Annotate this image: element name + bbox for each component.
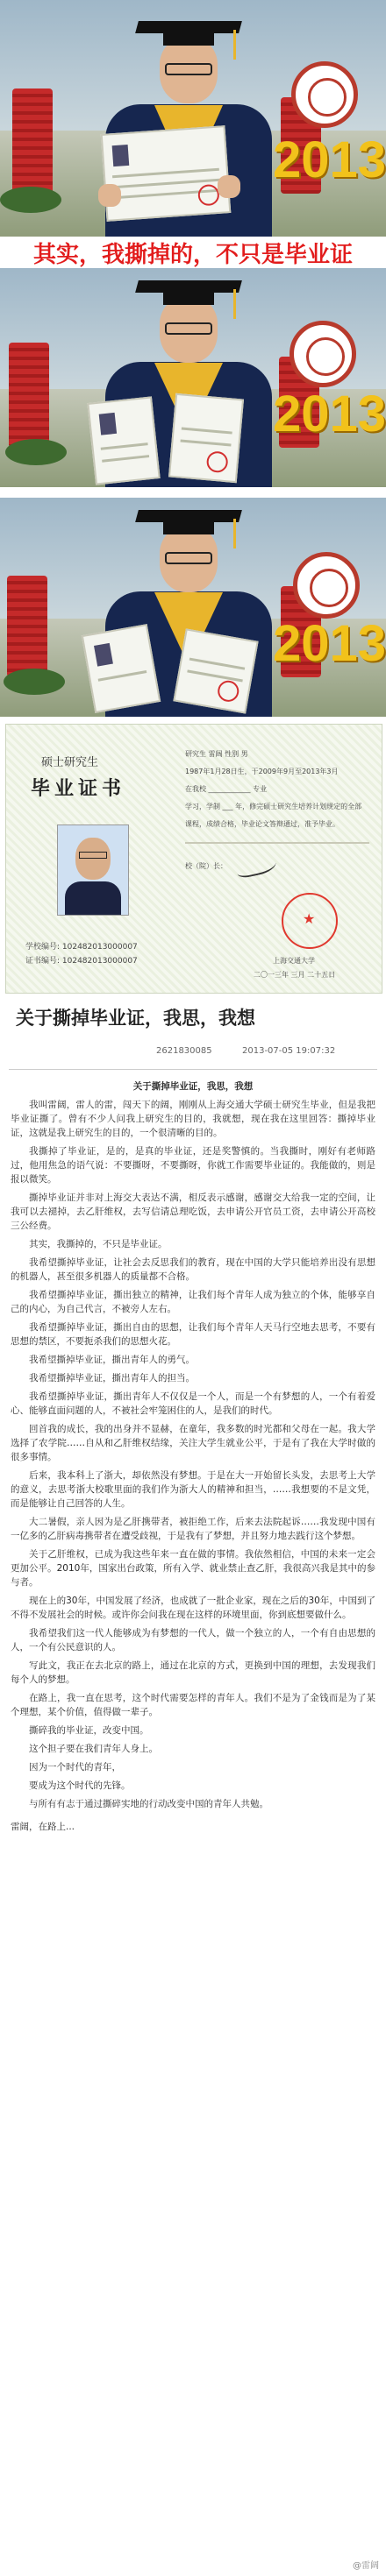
issue-date: 二〇一三年 三月 二十五日	[254, 971, 336, 979]
diploma-text-line: 学习，学制 ___ 年，修完硕士研究生培养计划规定的全部	[185, 803, 362, 810]
banner-2013: 2013	[272, 615, 386, 672]
paragraph: 我希望撕掉毕业证，撕出自由的思想，让我们每个青年人天马行空地去思考，不要有思想的禁区，不要扼杀我们的思想火花。	[11, 1322, 375, 1347]
paragraph: 这个担子要在我们青年人身上。	[29, 1744, 158, 1754]
paragraph: 我希望撕掉毕业证，撕出青年人的担当。	[29, 1373, 195, 1384]
university-seal	[290, 321, 356, 387]
mortarboard	[135, 510, 242, 522]
school-name: 上海交通大学	[273, 957, 315, 965]
graduate-photo	[57, 824, 129, 916]
diploma-half-right	[168, 393, 244, 483]
diploma-line	[182, 428, 232, 435]
paragraph: 大二暑假，亲人因为是乙肝携带者，被拒绝工作，后来去法院起诉……我发现中国有一亿多的乙肝病毒携带者在遭受歧视，于是我有了梦想，并且努力地去践行这个梦想。	[11, 1517, 375, 1541]
paragraph: 关于乙肝维权，已成为我这些年来一直在做的事情。我依然相信，中国的未来一定会更加公平。2010年，国家出台政策，所有入学、就业禁止查乙肝，我很高兴我是其中的参与者。	[11, 1549, 375, 1588]
degree-kind: 硕士研究生	[41, 756, 99, 769]
red-caption: 其实，我撕掉的，不只是毕业证	[32, 242, 353, 268]
diploma-right-panel	[185, 742, 369, 979]
diploma-text-line: 研究生 雷阔 性别 男	[185, 750, 248, 758]
red-pillar	[12, 88, 53, 194]
paragraph: 我希望撕掉毕业证，撕出青年人不仅仅是一个人，而是一个有梦想的人，一个有着爱心、能够直面问题的人，不被社会牢笼困住的人，是我们的时代。	[11, 1391, 375, 1416]
face	[75, 838, 111, 880]
paragraph: 在路上，我一直在思考，这个时代需要怎样的青年人。我们不是为了金钱而是为了某个理想，某个价值，值得做一辈子。	[11, 1693, 375, 1717]
paragraph: 现在上的30年，中国发展了经济，也成就了一批企业家，现在之后的30年，中国到了不得不发展社会的时候。或许你会问我在现在这样的环境里面，你到底想要做什么。	[11, 1596, 375, 1620]
diploma-line	[112, 168, 219, 179]
paragraph: 我撕掉了毕业证，是的，是真的毕业证，还是奖警慎的。当我撕时，刚好有老师路过，他用焦急的语气说：不要撕呀，不要撕呀，你就工作需要毕业证的。我能做的，则是报以微笑。	[11, 1146, 375, 1185]
diploma-half-left	[87, 396, 160, 485]
banner-2013: 2013	[272, 131, 386, 188]
paragraph: 我希望撕掉毕业证，撕出青年人的勇气。	[29, 1355, 195, 1365]
paragraph: 与所有有志于通过撕碎实地的行动改变中国的青年人共勉。	[29, 1799, 268, 1809]
paragraph: 其实，我撕掉的，不只是毕业证。	[29, 1239, 168, 1249]
glasses	[79, 852, 107, 859]
diploma-left-panel	[15, 733, 175, 984]
article-body	[11, 1079, 375, 1838]
certificate-number: 证书编号: 102482013000007	[25, 957, 138, 966]
paragraph: 要成为这个时代的先锋。	[29, 1780, 131, 1791]
diploma-piece-right	[173, 628, 258, 713]
paragraph: 我希望撕掉毕业证，撕出独立的精神，让我们每个青年人成为独立的个体，能够享自己的内心，为自己代言，不被旁人左右。	[11, 1290, 375, 1314]
diploma-text-line: 课程，成绩合格，毕业论文答辩通过，准予毕业。	[185, 820, 340, 828]
diploma-text-line: 在我校 ____________ 专业	[185, 785, 268, 793]
principal-label: 校（院）长：	[185, 862, 227, 870]
paragraph: 撕碎我的毕业证，改变中国。	[29, 1725, 149, 1736]
graduation-photo-1	[0, 0, 386, 237]
diploma-line	[101, 442, 148, 450]
article-meta	[16, 1046, 375, 1060]
hand	[218, 175, 240, 198]
graduation-photo-2	[0, 268, 386, 487]
tassel	[233, 289, 236, 319]
article-id: 2621830085	[156, 1046, 212, 1056]
diploma-stamp	[197, 184, 220, 207]
diploma-piece-left	[82, 624, 161, 713]
divider	[9, 1069, 377, 1070]
bush	[5, 439, 67, 465]
article-title: 关于撕掉毕业证，我思，我想	[16, 1008, 255, 1029]
diploma-held	[101, 125, 232, 222]
paragraph: 写此文，我正在去北京的路上，通过在北京的方式，更换到中国的理想，去发现我们每个人的梦想。	[11, 1660, 375, 1685]
diploma-photo	[94, 643, 113, 667]
diploma-line	[189, 658, 246, 670]
school-stamp	[282, 893, 338, 949]
diploma-line	[102, 455, 149, 463]
mortarboard	[135, 280, 242, 293]
glasses	[165, 322, 212, 335]
diploma-rule	[185, 842, 369, 844]
glasses	[165, 552, 212, 564]
diploma-photo	[112, 145, 130, 166]
article-subtitle: 关于撕掉毕业证，我思，我想	[132, 1081, 254, 1092]
paragraph: 我希望我们这一代人能够成为有梦想的一代人，做一个独立的人，一个有自由思想的人，一个有公民意识的人。	[11, 1628, 375, 1652]
graduation-photo-3	[0, 498, 386, 717]
diploma-line	[181, 439, 232, 446]
watermark: @雷阔	[353, 2561, 379, 2571]
paragraph: 我叫雷阔，雷人的雷，闯天下的阔，刚刚从上海交通大学硕士研究生毕业，但是我把毕业证撕了。曾有不少人问我上研究生的目的，我就想，现在我在这里回答：撕掉毕业证，这就是我上研究生的目的，一个很清晰的目的。	[11, 1100, 375, 1138]
bush	[4, 669, 65, 695]
diploma-photo	[99, 413, 117, 435]
bush	[0, 187, 61, 213]
red-pillar	[9, 343, 49, 448]
diploma-text-line: 1987年1月28日生，于2009年9月至2013年3月	[185, 768, 339, 775]
signature-line: 雷阔，在路上...	[11, 1822, 75, 1832]
banner-2013: 2013	[272, 386, 386, 442]
red-pillar	[7, 576, 47, 677]
hand	[98, 184, 121, 207]
tassel	[233, 519, 236, 548]
university-seal	[291, 61, 358, 128]
paragraph: 后来，我本科上了浙大，却依然没有梦想。于是在大一开始留长头发，去思考上大学的意义，去思考浙大校歌里面的我们作为浙大人的精神和担当，……我想要的不是文凭，而是能够让自己回答的人生。	[11, 1470, 375, 1509]
tassel	[233, 30, 236, 60]
university-seal	[293, 552, 360, 619]
diploma-stamp	[216, 679, 240, 704]
mortarboard	[135, 21, 242, 33]
suit	[65, 881, 121, 915]
glasses	[165, 63, 212, 75]
diploma-stamp	[206, 450, 229, 473]
article-datetime: 2013-07-05 19:07:32	[242, 1046, 336, 1056]
diploma-line	[98, 670, 147, 682]
school-number: 学校编号: 102482013000007	[25, 943, 138, 952]
paragraph: 回首我的成长，我的出身并不显赫，在童年，我多数的时光都和父母在一起。我大学选择了农学院……自从和乙肝维权结缘，关注大学生就业公平，于是有了我在大学时做的很多事情。	[11, 1424, 375, 1462]
diploma-scan	[5, 724, 382, 994]
paragraph: 因为一个时代的青年，	[29, 1762, 121, 1773]
diploma-line	[187, 669, 243, 682]
signature	[234, 852, 278, 879]
diploma-title: 毕业证书	[31, 777, 126, 800]
paragraph: 撕掉毕业证并非对上海交大表达不满，相反表示感谢，感谢交大给我一定的空间，让我可以去褪掉，去乙肝维权，去写信请总理吃饭，去申请公开官员工资，去申请公开高校三公经费。	[11, 1192, 375, 1231]
paragraph: 我希望撕掉毕业证，让社会去反思我们的教育，现在中国的大学只能培养出没有思想的机器人，甚至很多机器人的质量都不合格。	[11, 1257, 375, 1282]
